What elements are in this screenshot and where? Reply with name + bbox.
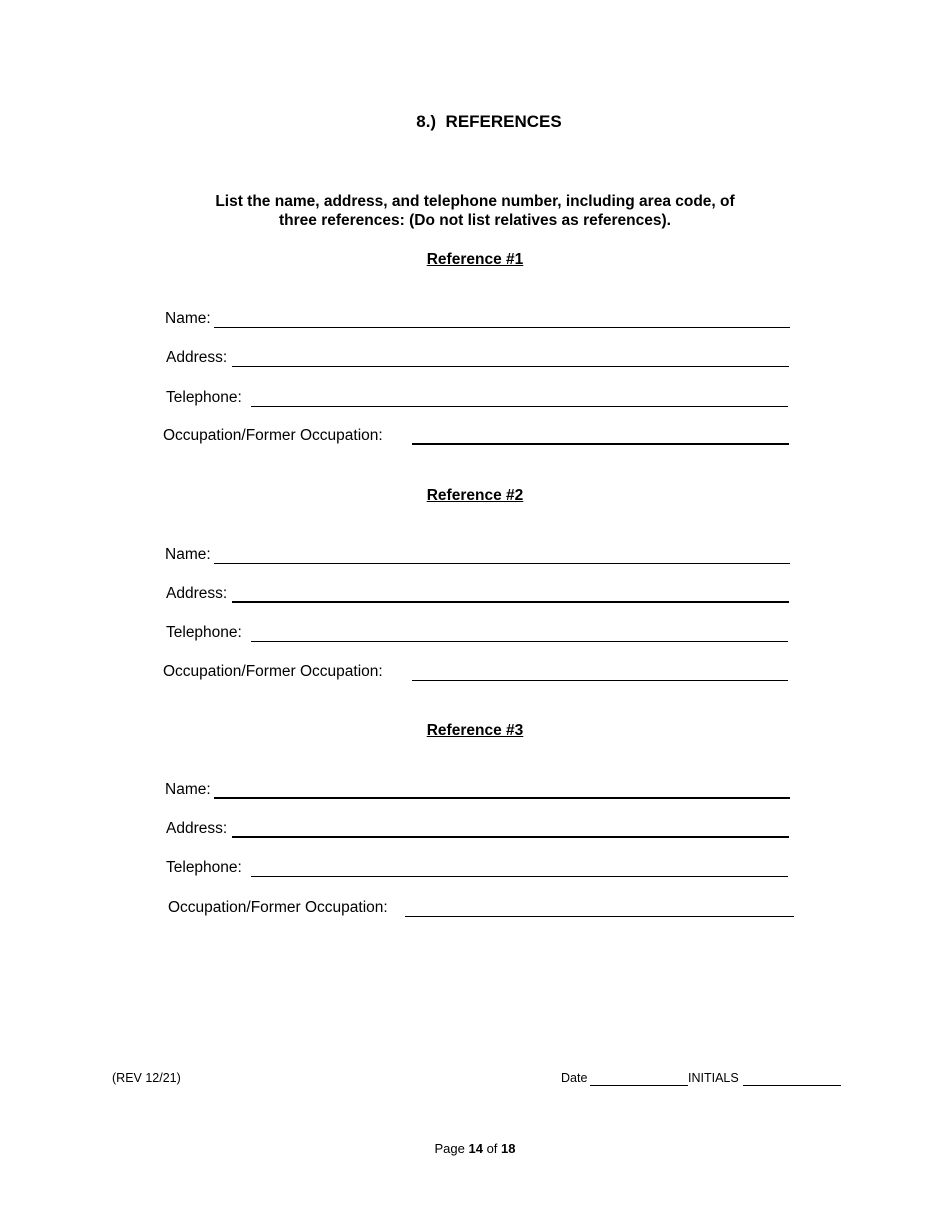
reference-2-occupation-label: Occupation/Former Occupation:: [163, 663, 383, 680]
reference-3-name-field[interactable]: [214, 797, 790, 799]
reference-3-name-label: Name:: [165, 781, 211, 798]
revision-label: (REV 12/21): [112, 1071, 181, 1085]
page-number: [0, 1141, 950, 1156]
reference-3-address-label: Address:: [166, 820, 228, 837]
reference-3-telephone-field[interactable]: [251, 876, 788, 877]
reference-2-address-field[interactable]: [232, 601, 789, 603]
instructions-line-2: three references: (Do not list relatives as references).: [279, 212, 671, 229]
page-total: 18: [501, 1141, 516, 1156]
reference-2-address-label: Address:: [166, 585, 228, 602]
initials-field[interactable]: [743, 1085, 841, 1086]
reference-2-heading: Reference #2: [426, 487, 524, 504]
reference-3-telephone-label: Telephone:: [166, 859, 242, 876]
page-current: 14: [468, 1141, 483, 1156]
reference-2-name-label: Name:: [165, 546, 211, 563]
reference-2-occupation-field[interactable]: [412, 680, 788, 681]
date-label: Date: [561, 1071, 588, 1085]
initials-label: INITIALS: [688, 1071, 739, 1085]
reference-1-heading: Reference #1: [426, 251, 524, 268]
page-prefix: Page: [434, 1141, 465, 1156]
reference-1-name-field[interactable]: [214, 327, 790, 328]
instructions-line-1: List the name, address, and telephone number, including area code, of: [215, 193, 735, 210]
reference-1-address-field[interactable]: [232, 366, 789, 367]
instructions: [0, 192, 950, 230]
reference-2-telephone-field[interactable]: [251, 641, 788, 642]
reference-1-address-label: Address:: [166, 349, 228, 366]
reference-2-telephone-label: Telephone:: [166, 624, 242, 641]
page-of: of: [486, 1141, 498, 1156]
date-field[interactable]: [590, 1085, 688, 1086]
reference-3-occupation-field[interactable]: [405, 916, 794, 917]
reference-1-telephone-label: Telephone:: [166, 389, 242, 406]
reference-3-occupation-label: Occupation/Former Occupation:: [168, 899, 388, 916]
reference-1-occupation-label: Occupation/Former Occupation:: [163, 427, 383, 444]
reference-2-name-field[interactable]: [214, 563, 790, 564]
reference-1-name-label: Name:: [165, 310, 211, 327]
section-number: 8.): [416, 112, 437, 131]
section-title: REFERENCES: [445, 112, 562, 131]
reference-3-address-field[interactable]: [232, 836, 789, 838]
reference-1-telephone-field[interactable]: [251, 406, 788, 407]
reference-3-heading: Reference #3: [426, 722, 524, 739]
page-title: [0, 112, 950, 132]
reference-1-occupation-field[interactable]: [412, 443, 789, 445]
